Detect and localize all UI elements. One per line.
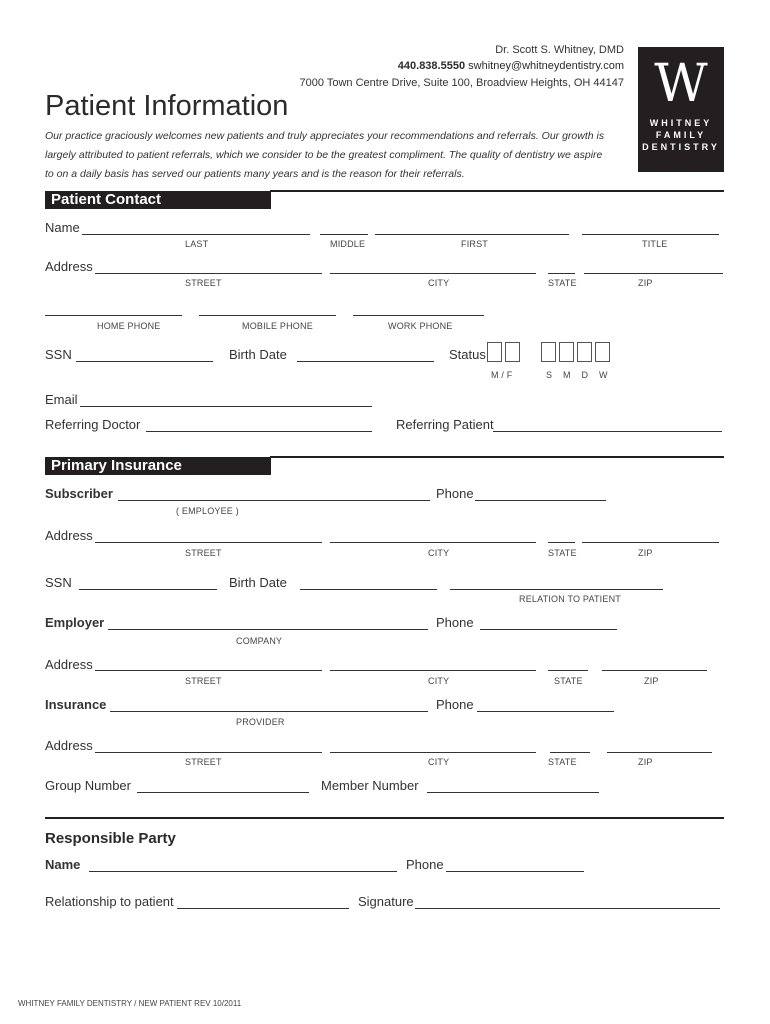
birth-date-label: Birth Date <box>229 347 287 362</box>
relationship-field[interactable] <box>177 908 349 909</box>
insurance-label: Insurance <box>45 697 107 712</box>
provider-city-field[interactable] <box>330 752 536 753</box>
mobile-phone-caption: MOBILE PHONE <box>242 321 313 331</box>
section-rule <box>270 456 724 458</box>
provider-street-field[interactable] <box>95 752 322 753</box>
status-w-checkbox[interactable] <box>595 342 610 362</box>
office-address: 7000 Town Centre Drive, Suite 100, Broadview Heights, OH 44147 <box>299 77 624 89</box>
work-phone-field[interactable] <box>353 315 484 316</box>
provider-state-field[interactable] <box>550 752 590 753</box>
employer-phone-field[interactable] <box>480 629 617 630</box>
logo-line3: DENTISTRY <box>642 142 720 152</box>
footer-text: WHITNEY FAMILY DENTISTRY / NEW PATIENT REV 10/2011 <box>18 999 242 1008</box>
rp-name-field[interactable] <box>89 871 397 872</box>
state-field[interactable] <box>548 273 575 274</box>
insurance-field[interactable] <box>110 711 428 712</box>
logo <box>638 47 724 172</box>
ins-zip-caption: ZIP <box>638 548 653 558</box>
logo-letter: W <box>654 54 708 114</box>
company-caption: COMPANY <box>236 636 283 646</box>
provider-zip-caption: ZIP <box>638 757 653 767</box>
ins-state-caption: STATE <box>548 548 577 558</box>
work-phone-caption: WORK PHONE <box>388 321 453 331</box>
sex-f-checkbox[interactable] <box>505 342 520 362</box>
insurance-phone-field[interactable] <box>477 711 614 712</box>
employer-field[interactable] <box>108 629 428 630</box>
state-caption: STATE <box>548 278 577 288</box>
ins-address-label: Address <box>45 528 93 543</box>
ins-city-field[interactable] <box>330 542 536 543</box>
employer-label: Employer <box>45 615 105 630</box>
provider-zip-field[interactable] <box>607 752 712 753</box>
employer-state-field[interactable] <box>548 670 588 671</box>
referring-patient-label: Referring Patient <box>396 417 494 432</box>
group-number-label: Group Number <box>45 778 131 793</box>
signature-label: Signature <box>358 894 414 909</box>
email-label: Email <box>45 392 78 407</box>
provider-address-label: Address <box>45 738 93 753</box>
referring-patient-field[interactable] <box>493 431 722 432</box>
section-rule <box>45 817 724 819</box>
mf-caption: M / F <box>491 370 513 380</box>
provider-city-caption: CITY <box>428 757 450 767</box>
employer-state-caption: STATE <box>554 676 583 686</box>
employer-address-label: Address <box>45 657 93 672</box>
employer-city-field[interactable] <box>330 670 536 671</box>
section-patient-contact: Patient Contact <box>45 191 271 209</box>
email-field[interactable] <box>80 406 372 407</box>
insurance-phone-label: Phone <box>436 697 474 712</box>
street-caption: STREET <box>185 278 222 288</box>
middle-name-field[interactable] <box>320 234 368 235</box>
subscriber-phone-label: Phone <box>436 486 474 501</box>
name-label: Name <box>45 220 80 235</box>
subscriber-field[interactable] <box>118 500 430 501</box>
ins-street-caption: STREET <box>185 548 222 558</box>
provider-street-caption: STREET <box>185 757 222 767</box>
rp-phone-label: Phone <box>406 857 444 872</box>
last-caption: LAST <box>185 239 209 249</box>
relation-caption: RELATION TO PATIENT <box>519 594 621 604</box>
last-name-field[interactable] <box>82 234 310 235</box>
employee-caption: ( EMPLOYEE ) <box>176 506 239 516</box>
employer-city-caption: CITY <box>428 676 450 686</box>
employer-zip-caption: ZIP <box>644 676 659 686</box>
section-responsible-party: Responsible Party <box>45 830 176 847</box>
signature-field[interactable] <box>415 908 720 909</box>
contact-line <box>398 60 624 72</box>
ins-street-field[interactable] <box>95 542 322 543</box>
provider-caption: PROVIDER <box>236 717 285 727</box>
ins-birth-date-field[interactable] <box>300 589 437 590</box>
referring-doctor-field[interactable] <box>146 431 372 432</box>
ssn-field[interactable] <box>76 361 213 362</box>
page-title: Patient Information <box>45 90 289 122</box>
zip-caption: ZIP <box>638 278 653 288</box>
city-caption: CITY <box>428 278 450 288</box>
referring-doctor-label: Referring Doctor <box>45 417 141 432</box>
subscriber-label: Subscriber <box>45 486 113 501</box>
ssn-label: SSN <box>45 347 72 362</box>
status-m-checkbox[interactable] <box>559 342 574 362</box>
rp-name-label: Name <box>45 857 81 872</box>
office-phone: 440.838.5550 <box>397 60 466 72</box>
intro-line2: largely attributed to patient referrals, which we consider to be the greatest compliment. The quality of dentistry we aspire <box>45 149 603 161</box>
group-number-field[interactable] <box>137 792 309 793</box>
member-number-label: Member Number <box>321 778 419 793</box>
employer-street-field[interactable] <box>95 670 322 671</box>
logo-line1: WHITNEY <box>649 118 713 128</box>
address-label: Address <box>45 259 93 274</box>
provider-state-caption: STATE <box>548 757 577 767</box>
home-phone-caption: HOME PHONE <box>97 321 161 331</box>
section-primary-insurance: Primary Insurance <box>45 457 271 475</box>
intro-line3: to on a daily basis has served our patients many years and is the reason for their referrals. <box>45 168 465 180</box>
ins-birth-date-label: Birth Date <box>229 575 287 590</box>
city-field[interactable] <box>330 273 536 274</box>
title-caption: TITLE <box>642 239 668 249</box>
intro-line1: Our practice graciously welcomes new patients and truly appreciates your recommendations and referrals. Our growth is <box>45 130 605 142</box>
relation-field[interactable] <box>450 589 663 590</box>
first-caption: FIRST <box>461 239 488 249</box>
smdw-caption: S M D W <box>546 370 608 380</box>
ins-city-caption: CITY <box>428 548 450 558</box>
home-phone-field[interactable] <box>45 315 182 316</box>
middle-caption: MIDDLE <box>330 239 366 249</box>
ins-ssn-field[interactable] <box>79 589 217 590</box>
street-field[interactable] <box>95 273 322 274</box>
subscriber-phone-field[interactable] <box>475 500 606 501</box>
ins-state-field[interactable] <box>548 542 575 543</box>
relationship-label: Relationship to patient <box>45 894 174 909</box>
logo-line2: FAMILY <box>655 130 707 140</box>
status-d-checkbox[interactable] <box>577 342 592 362</box>
section-rule <box>270 190 724 192</box>
employer-phone-label: Phone <box>436 615 474 630</box>
sex-m-checkbox[interactable] <box>487 342 502 362</box>
zip-field[interactable] <box>584 273 723 274</box>
ins-zip-field[interactable] <box>582 542 719 543</box>
office-email[interactable]: swhitney@whitneydentistry.com <box>468 60 624 72</box>
status-s-checkbox[interactable] <box>541 342 556 362</box>
title-field[interactable] <box>582 234 719 235</box>
member-number-field[interactable] <box>427 792 599 793</box>
employer-street-caption: STREET <box>185 676 222 686</box>
first-name-field[interactable] <box>375 234 569 235</box>
doctor-name: Dr. Scott S. Whitney, DMD <box>495 44 624 56</box>
status-label: Status <box>449 347 486 362</box>
birth-date-field[interactable] <box>297 361 434 362</box>
ins-ssn-label: SSN <box>45 575 72 590</box>
employer-zip-field[interactable] <box>602 670 707 671</box>
rp-phone-field[interactable] <box>446 871 584 872</box>
mobile-phone-field[interactable] <box>199 315 336 316</box>
